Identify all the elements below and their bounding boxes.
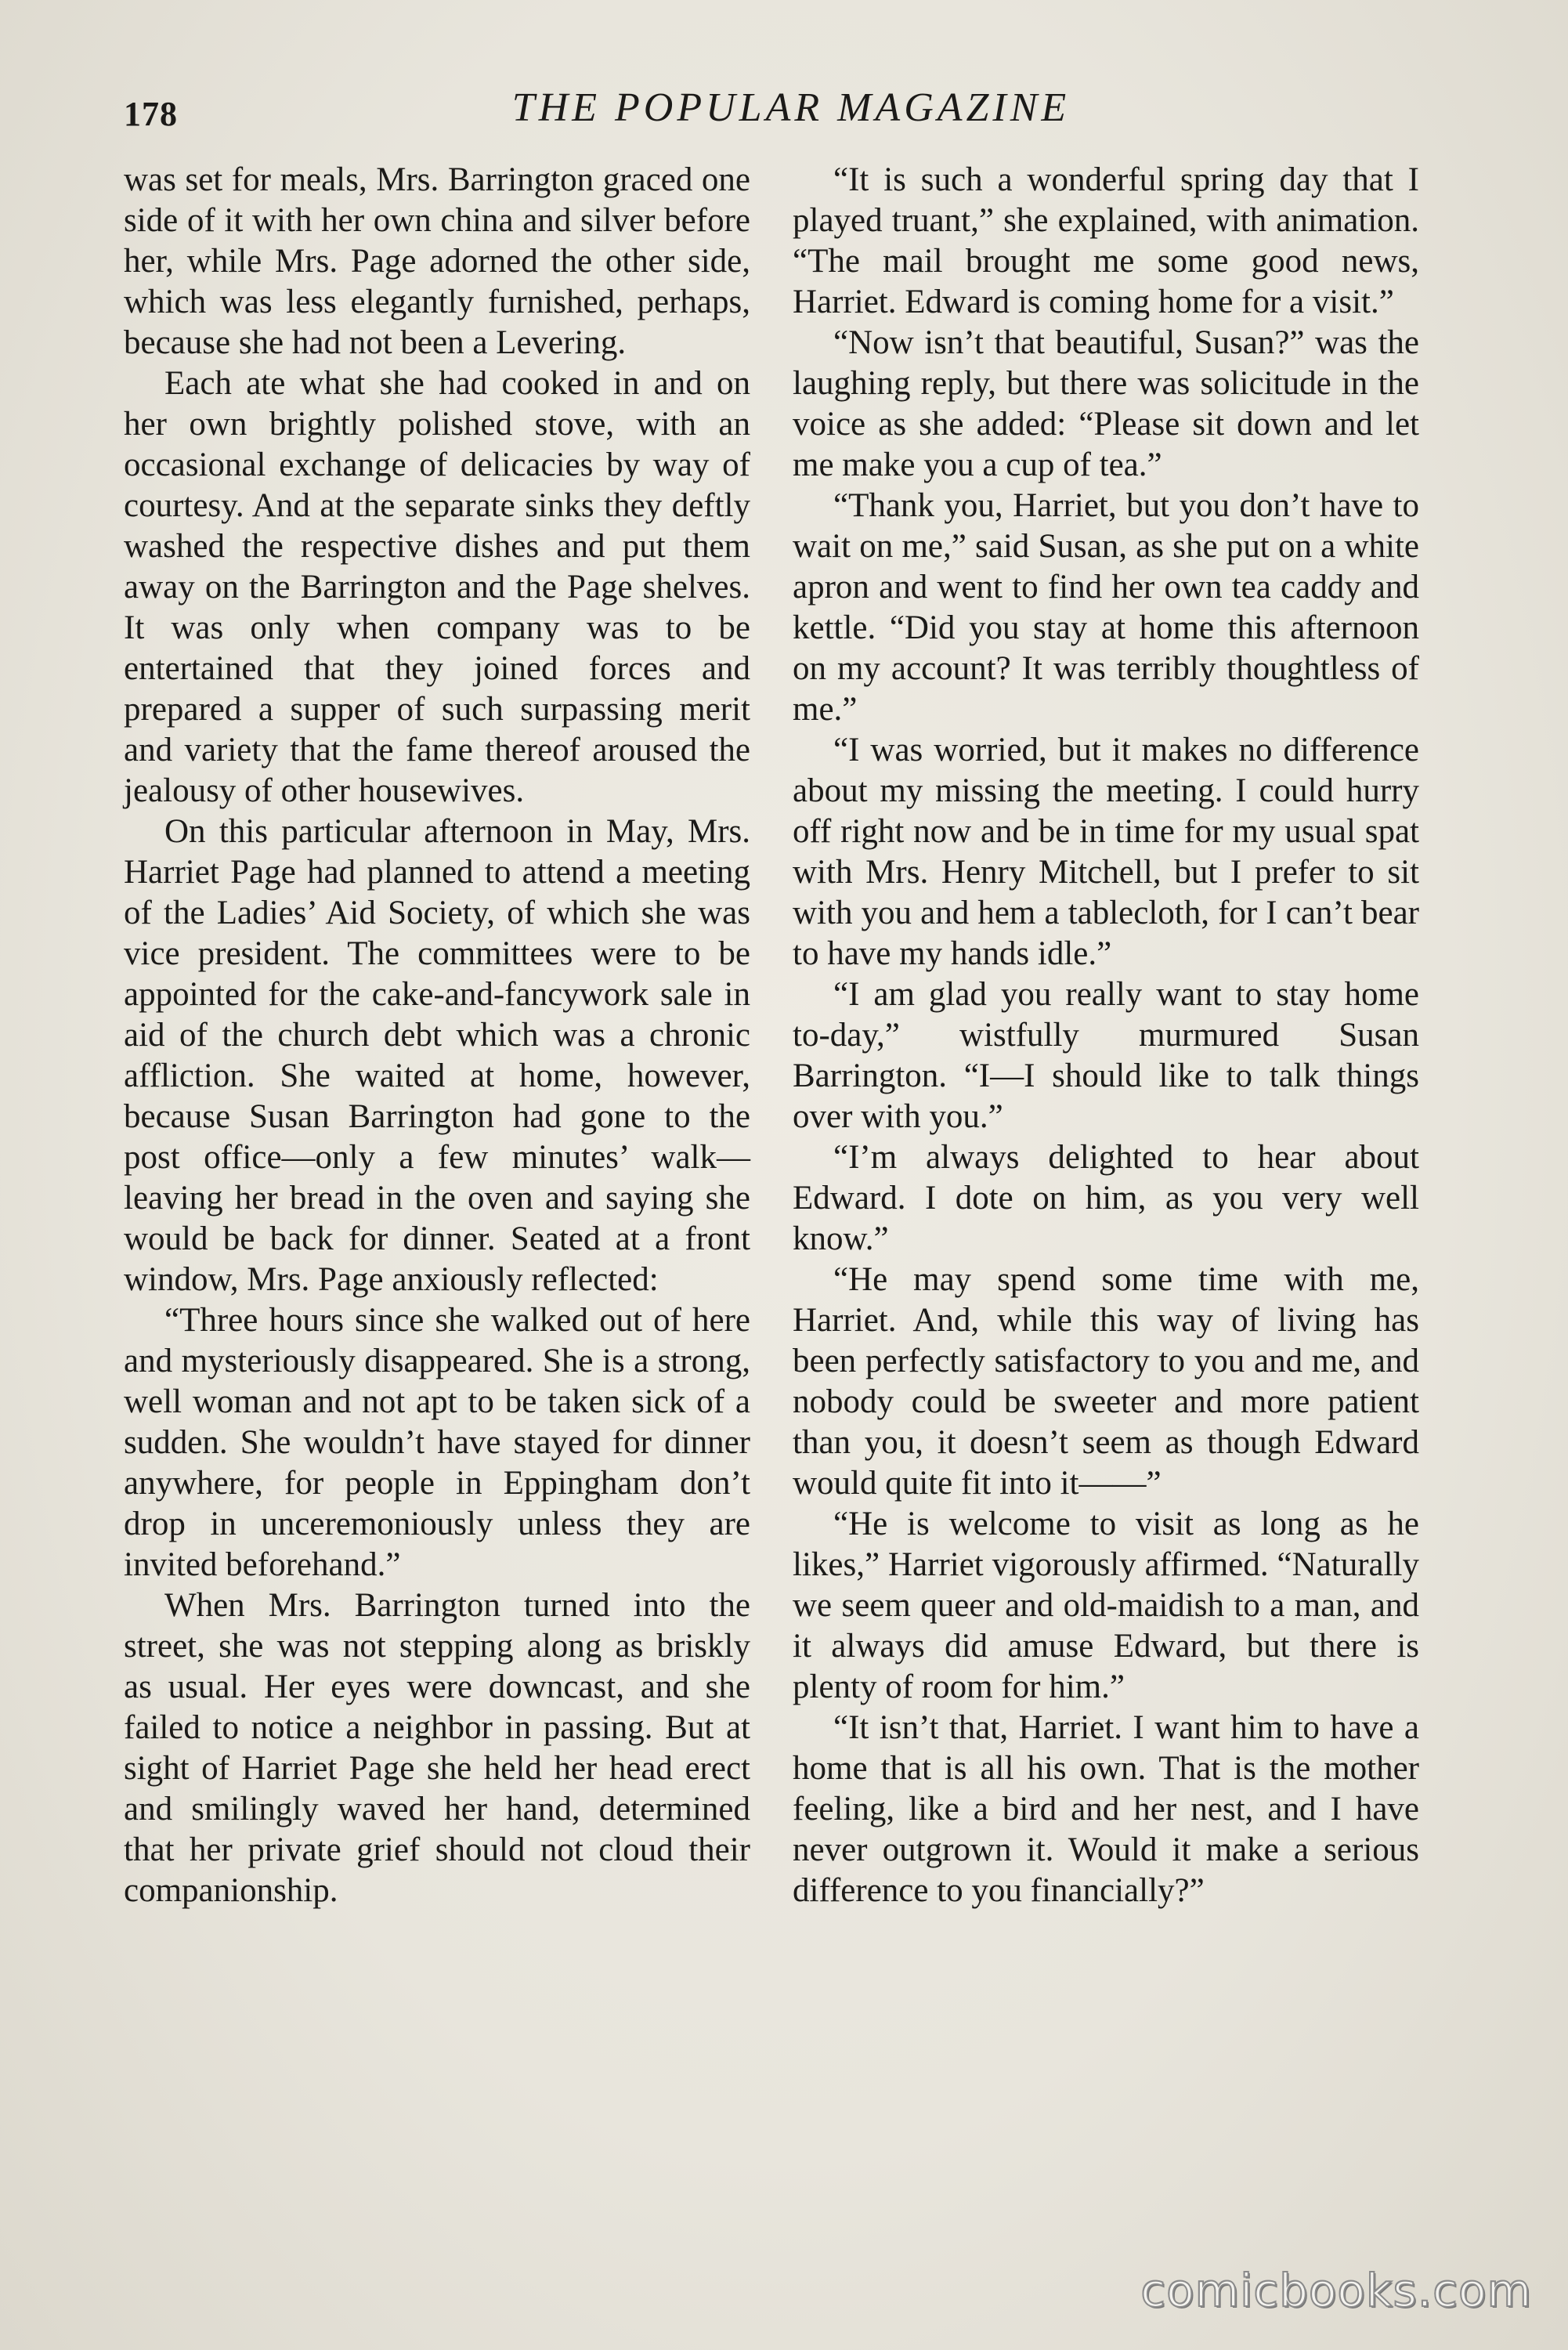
paragraph: When Mrs. Barrington turned into the street, she was not stepping along as briskly as usual. Her eyes were downcast, and she failed to notice a neighbor in passing. But at sight of Harriet Page she held her head erect and smilingly waved her hand, determined that her private grief should not cloud their companionship. bbox=[124, 1587, 750, 1909]
paragraph: “He is welcome to visit as long as he likes,” Harriet vigorously affirmed. “Naturally we seem queer and old-maidish to a man, and it always did amuse Edward, but there is plenty of room for him.” bbox=[793, 1506, 1419, 1705]
paragraph: “Now isn’t that beautiful, Susan?” was the laughing reply, but there was solicitude in the voice as she added: “Please sit down and let me make you a cup of tea.” bbox=[793, 324, 1419, 483]
left-column bbox=[124, 160, 750, 1911]
paragraph: “It isn’t that, Harriet. I want him to have a home that is all his own. That is the mother feeling, like a bird and her nest, and I have never outgrown it. Would it make a serious difference to you financially?” bbox=[793, 1709, 1419, 1909]
running-head: THE POPULAR MAGAZINE bbox=[511, 85, 1071, 130]
paragraph: On this particular afternoon in May, Mrs. Harriet Page had planned to attend a meeting of the Ladies’ Aid Society, of which she was vice president. The committees were to be appointed for the cake-and-fancywork sale in aid of the church debt which was a chronic affliction. She waited at home, however, because Susan Barrington had gone to the post office—only a few minutes’ walk—leaving her bread in the oven and saying she would be back for dinner. Seated at a front window, Mrs. Page anxiously reflected: bbox=[124, 813, 750, 1298]
paragraph: was set for meals, Mrs. Barrington graced one side of it with her own china and silver before her, while Mrs. Page adorned the other side, which was less elegantly furnished, perhaps, because she had not been a Levering. bbox=[124, 161, 750, 361]
paragraph: “He may spend some time with me, Harriet. And, while this way of living has been perfectly satisfactory to you and me, and nobody could be sweeter and more patient than you, it doesn’t seem as though Edward would quite fit into it——” bbox=[793, 1261, 1419, 1502]
paragraph: Each ate what she had cooked in and on her own brightly polished stove, with an occasional exchange of delicacies by way of courtesy. And at the separate sinks they deftly washed the respective dishes and put them away on the Barrington and the Page shelves. It was only when company was to be entertained that they joined forces and prepared a supper of such surpassing merit and variety that the fame thereof aroused the jealousy of other housewives. bbox=[124, 365, 750, 809]
paragraph: “It is such a wonderful spring day that I played truant,” she explained, with animation. “The mail brought me some good news, Harriet. Edward is coming home for a visit.” bbox=[793, 161, 1419, 320]
paragraph: “Thank you, Harriet, but you don’t have to wait on me,” said Susan, as she put on a white apron and went to find her own tea caddy and kettle. “Did you stay at home this afternoon on my account? It was terribly thoughtless of me.” bbox=[793, 487, 1419, 728]
paragraph: “I am glad you really want to stay home to-day,” wistfully murmured Susan Barrington. “I—I should like to talk things over with you.” bbox=[793, 976, 1419, 1135]
paragraph: “I’m always delighted to hear about Edward. I dote on him, as you very well know.” bbox=[793, 1139, 1419, 1257]
watermark: comicbooks.com bbox=[1140, 2264, 1532, 2317]
right-column bbox=[793, 160, 1419, 1911]
paragraph: “I was worried, but it makes no difference about my missing the meeting. I could hurry off right now and be in time for my usual spat with Mrs. Henry Mitchell, but I prefer to sit with you and hem a tablecloth, for I can’t bear to have my hands idle.” bbox=[793, 732, 1419, 972]
page-number: 178 bbox=[124, 95, 178, 133]
paragraph: “Three hours since she walked out of here and mysteriously disappeared. She is a strong, well woman and not apt to be taken sick of a sudden. She wouldn’t have stayed for dinner anywhere, for people in Eppingham don’t drop in unceremoniously unless they are invited beforehand.” bbox=[124, 1302, 750, 1583]
